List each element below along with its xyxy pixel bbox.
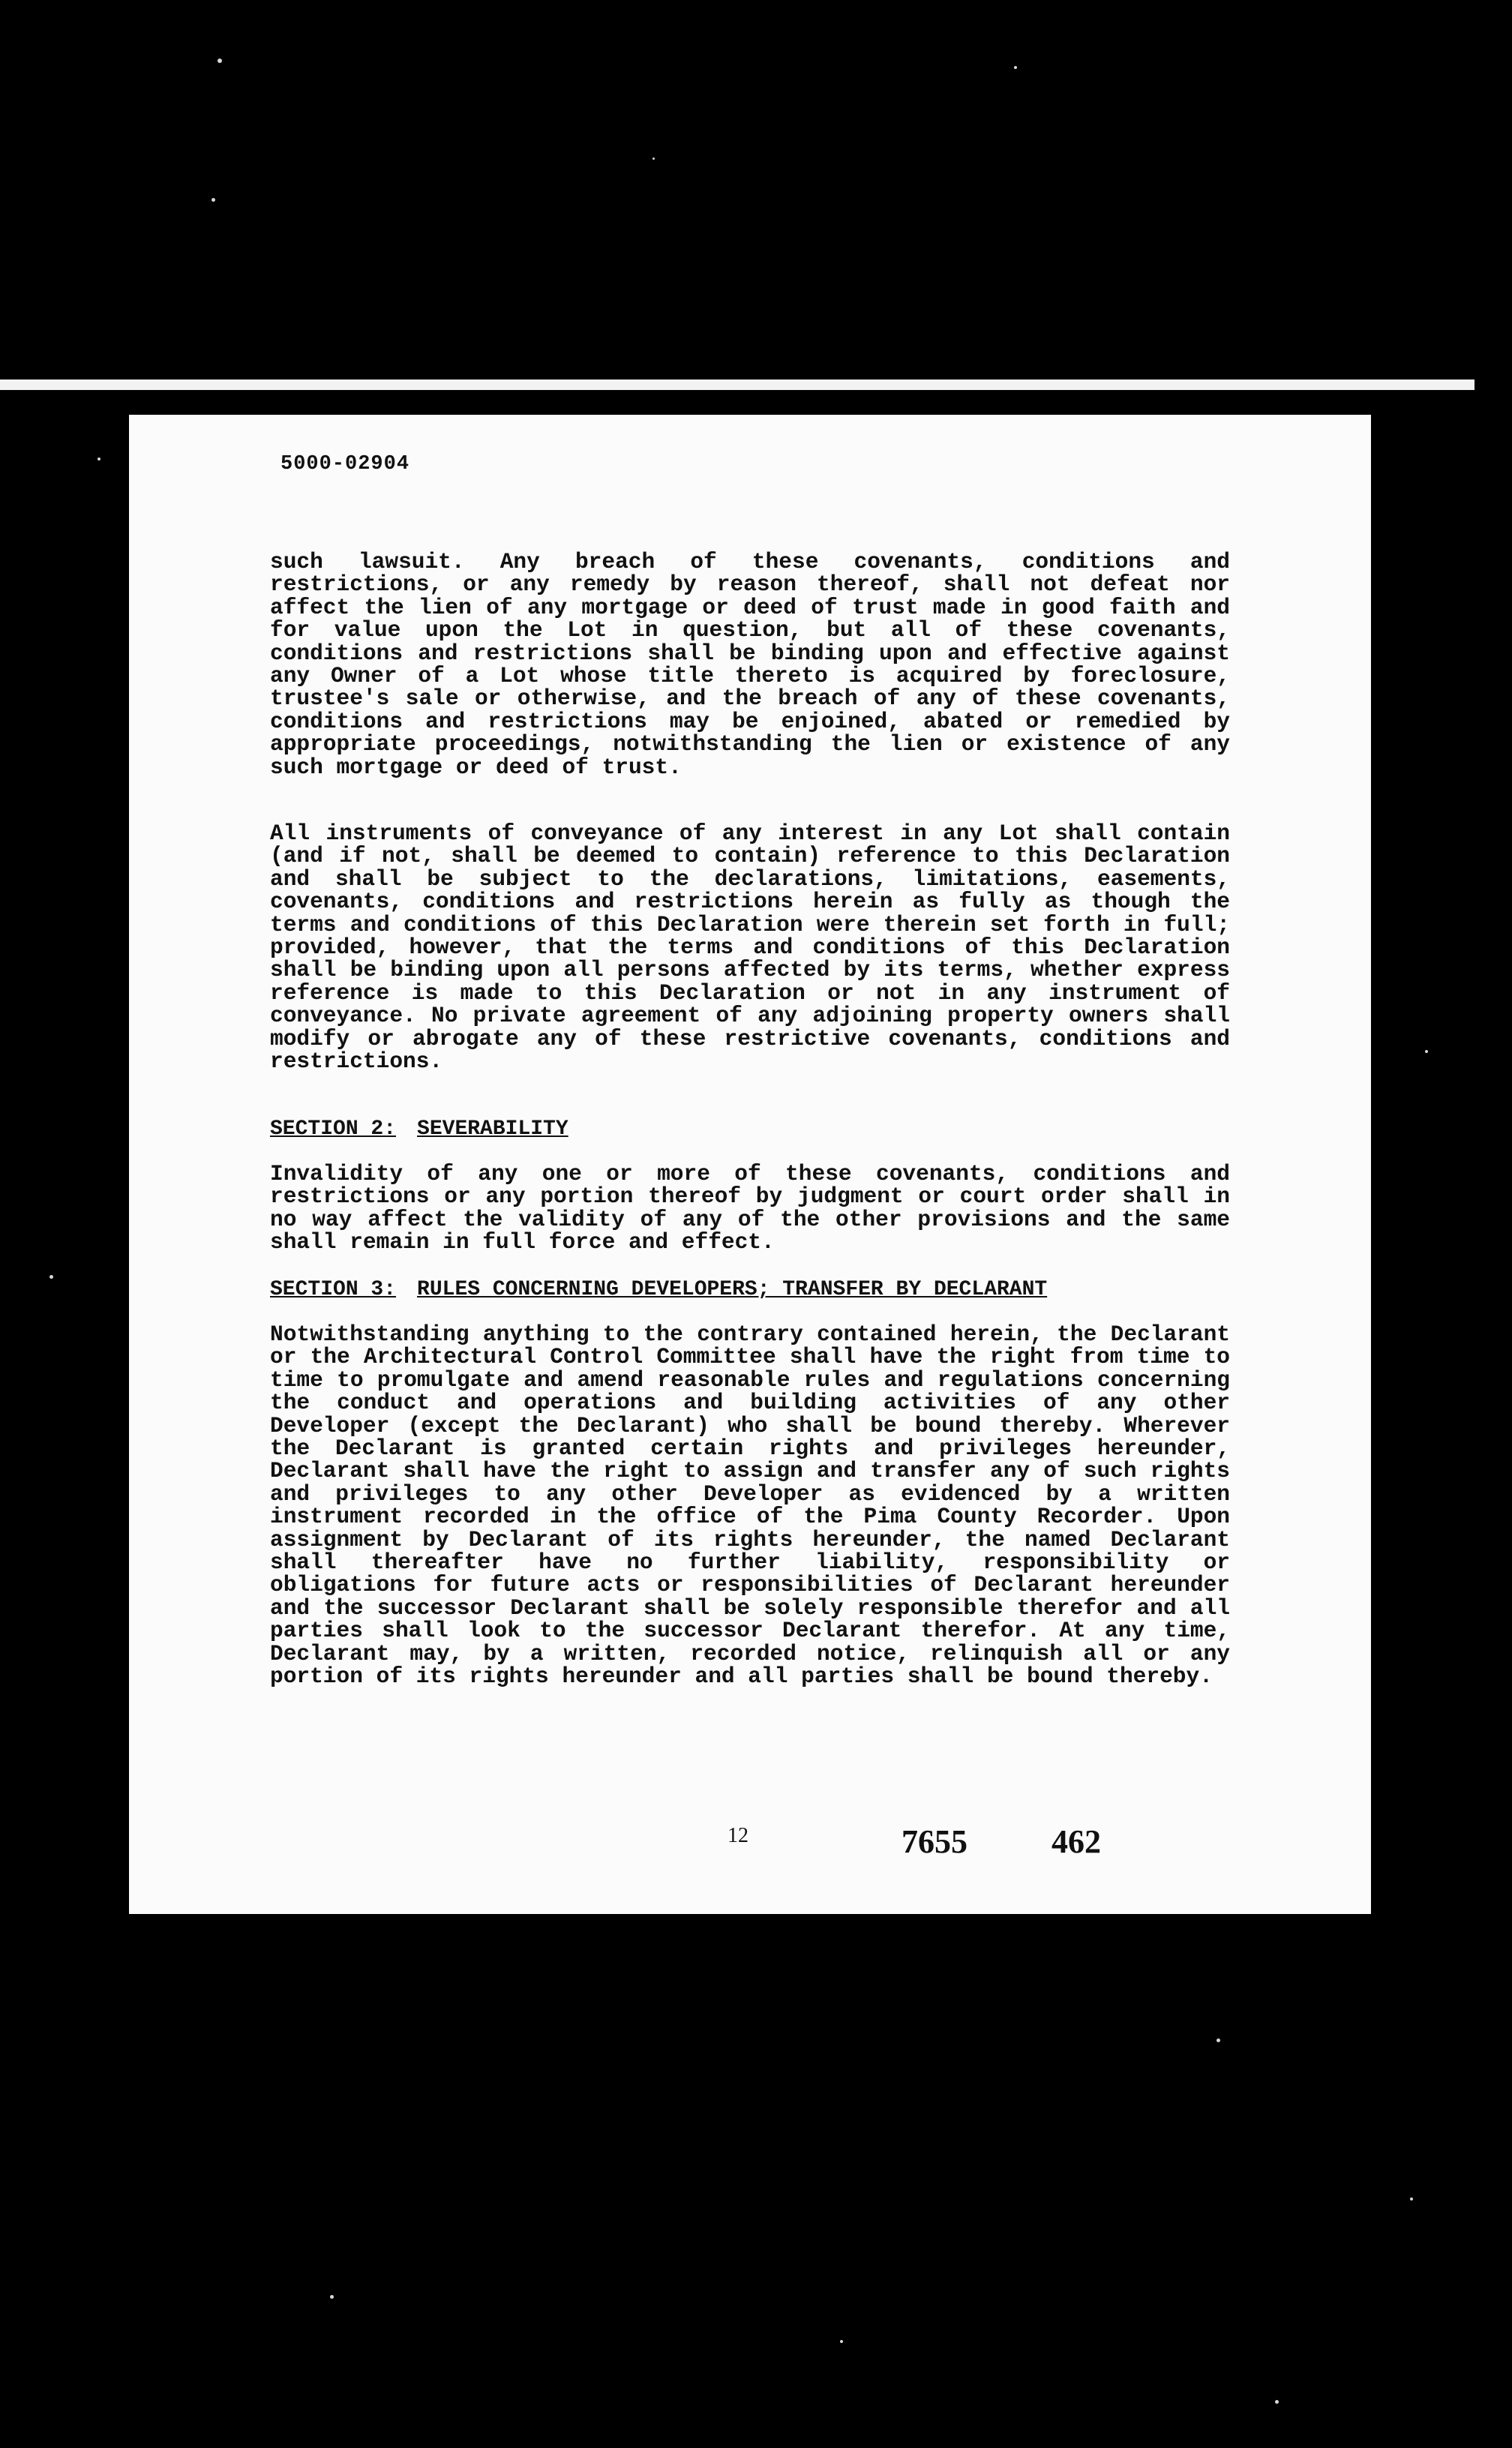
page-number: 12 [728,1824,748,1847]
docket-number: 7655 [902,1823,968,1860]
scan-speck [330,2295,334,2299]
section-number: SECTION 2: [270,1118,397,1141]
page-reference: 462 [1052,1823,1101,1860]
scan-speck [50,1275,53,1279]
scan-speck [98,458,100,460]
scan-speck [218,58,222,63]
document-number: 5000-02904 [280,453,410,476]
scan-speck [1216,2038,1220,2042]
paragraph-rules: Notwithstanding anything to the contrary contained herein, the Declarant or the Architectural Control Committee shall have the right from time to time to promulgate and amend reasonable rules and regulations concerning the conduct and operations and building activities of any other Developer (except the Declarant) who shall be bound thereby. Wherever the Declarant is granted certain rights and privileges hereunder, Declarant shall have the right to assign and transfer any of such rights and privileges to any other Developer as evidenced by a written instrument recorded in the office of the Pima County Recorder. Upon assignment by Declarant of its rights hereunder, the named Declarant shall thereafter have no further liability, responsibility or obligations for future acts or responsibilities of Declarant hereunder and the successor Declarant shall be solely responsible therefor and all parties shall look to the successor Declarant therefor. At any time, Declarant may, by a written, recorded notice, relinquish all or any portion of its rights hereunder and all parties shall be bound thereby. [270,1322,1230,1690]
scan-speck [1275,2400,1279,2404]
paragraph-severability: Invalidity of any one or more of these covenants, conditions and restrictions or any portion thereof by judgment or court order shall in no way affect the validity of any of the other provisions and the same shall remain in full force and effect. [270,1161,1230,1256]
scan-speck [1014,66,1017,69]
scanner-edge-line [0,380,1478,390]
section-title: SEVERABILITY [417,1118,568,1141]
scan-speck [840,2340,843,2343]
section-title: RULES CONCERNING DEVELOPERS; TRANSFER BY DECLARANT [417,1278,1048,1301]
paragraph-conveyance: All instruments of conveyance of any interest in any Lot shall contain (and if not, shall be deemed to contain) reference to this Declaration and shall be subject to the declarations, limitations, easements, covenants, conditions and restrictions herein as fully as though the terms and conditions of this Declaration were therein set forth in full; provided, however, that the terms and conditions of this Declaration shall be binding upon all persons affected by its terms, whether express reference is made to this Declaration or not in any instrument of conveyance. No private agreement of any adjoining property owners shall modify or abrogate any of these restrictive covenants, conditions and restrictions. [270,820,1230,1075]
scanner-right-edge [1474,0,1512,2448]
section-heading-severability [270,1118,568,1141]
scan-speck [1425,1050,1428,1053]
scan-speck [652,158,655,160]
section-heading-rules [270,1278,1047,1301]
scan-speck [212,198,215,202]
scan-speck [1410,2198,1413,2200]
section-number: SECTION 3: [270,1278,397,1301]
paragraph-breach: such lawsuit. Any breach of these covenants, conditions and restrictions, or any remedy by reason thereof, shall not defeat nor affect the lien of any mortgage or deed of trust made in good faith and for value upon the Lot in question, but all of these covenants, conditions and restrictions shall be binding upon and effective against any Owner of a Lot whose title thereto is acquired by foreclosure, trustee's sale or otherwise, and the breach of any of these covenants, conditions and restrictions may be enjoined, abated or remedied by appropriate proceedings, notwithstanding the lien or existence of any such mortgage or deed of trust. [270,549,1230,780]
